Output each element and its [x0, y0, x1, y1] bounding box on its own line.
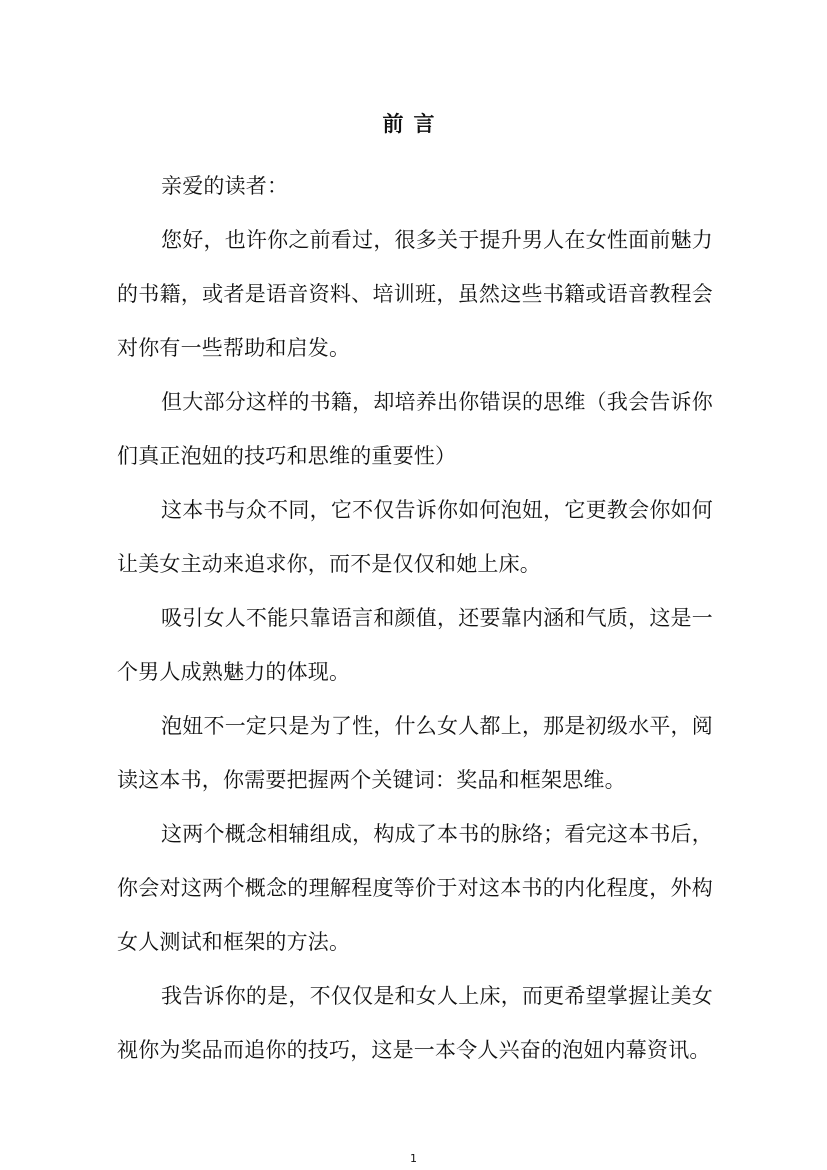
page-title: 前言: [382, 112, 445, 136]
page-number: 1: [410, 1152, 417, 1165]
paragraph-7: 我告诉你的是，不仅仅是和女人上床，而更希望掌握让美女视你为奖品而追你的技巧，这是一本令人兴奋的泡妞内幕资讯。: [117, 984, 713, 1062]
paragraph-2: 但大部分这样的书籍，却培养出你错误的思维（我会告诉你们真正泡妞的技巧和思维的重要性）: [117, 390, 713, 468]
paragraph-4: 吸引女人不能只靠语言和颜值，还要靠内涵和气质，这是一个男人成熟魅力的体现。: [117, 606, 713, 684]
paragraph-3: 这本书与众不同，它不仅告诉你如何泡妞，它更教会你如何让美女主动来追求你，而不是仅仅和她上床。: [117, 498, 713, 576]
body-text: [117, 159, 713, 1077]
paragraph-salutation: 亲爱的读者：: [161, 174, 289, 198]
paragraph-6: 这两个概念相辅组成，构成了本书的脉络；看完这本书后，你会对这两个概念的理解程度等价于对这本书的内化程度，外构女人测试和框架的方法。: [117, 822, 713, 954]
paragraph-1: 您好，也许你之前看过，很多关于提升男人在女性面前魅力的书籍，或者是语音资料、培训班，虽然这些书籍或语音教程会对你有一些帮助和启发。: [117, 228, 713, 360]
paragraph-5: 泡妞不一定只是为了性，什么女人都上，那是初级水平，阅读这本书，你需要把握两个关键词：奖品和框架思维。: [117, 714, 713, 792]
